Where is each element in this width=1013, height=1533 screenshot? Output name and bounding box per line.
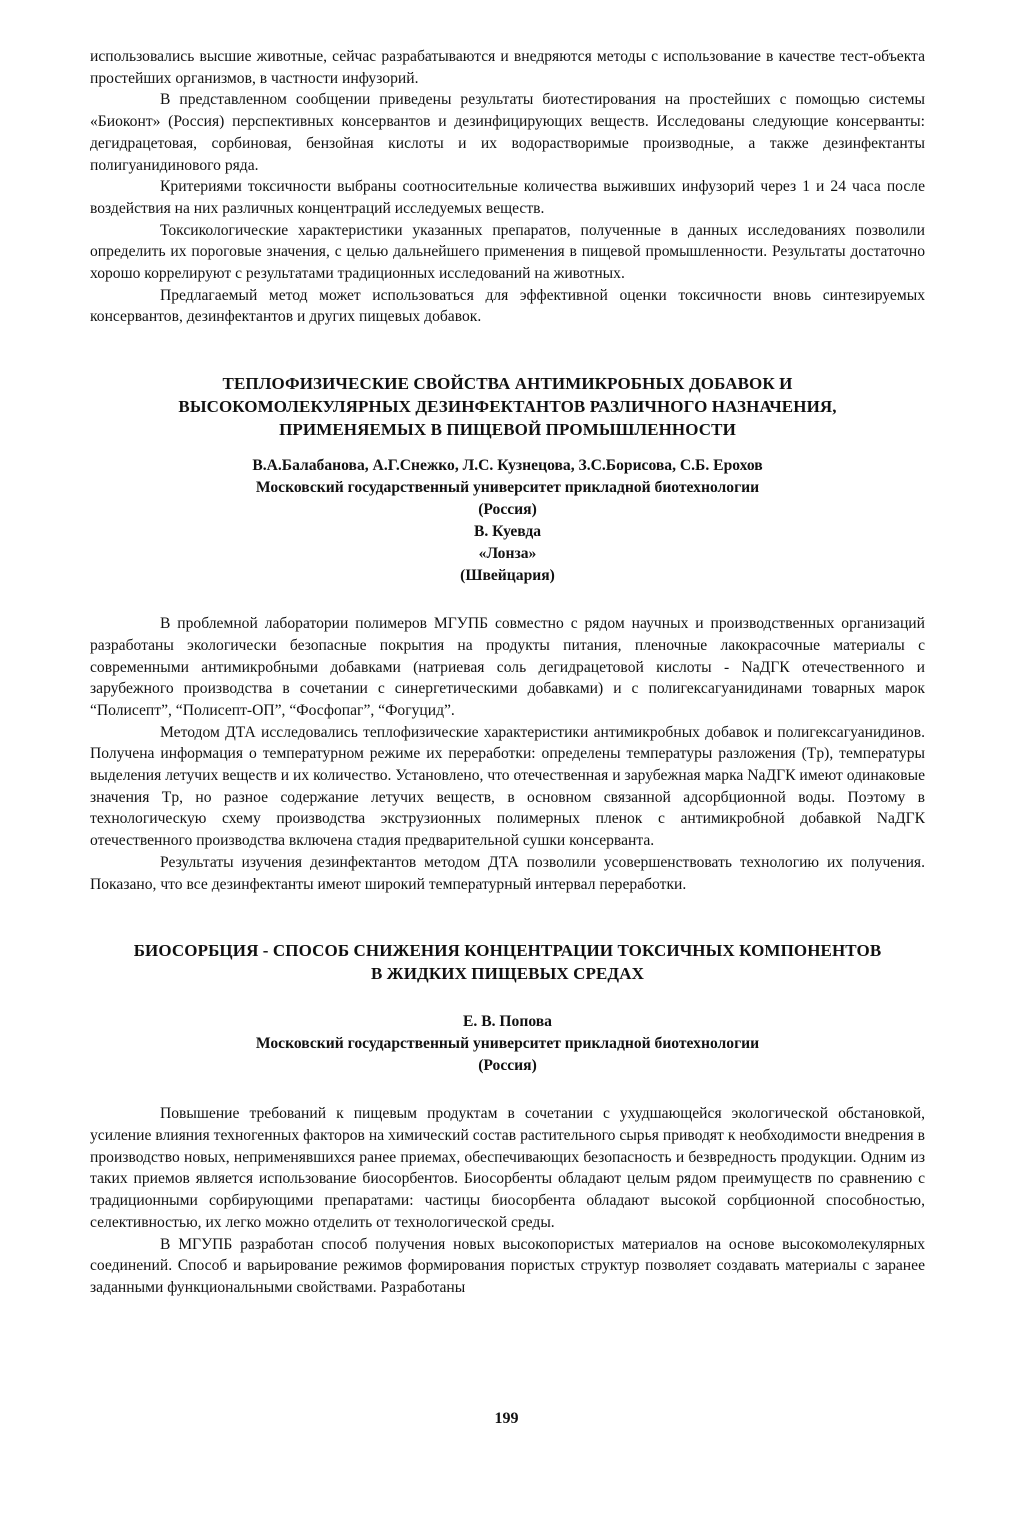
country: (Россия) — [478, 1057, 537, 1075]
authors: В.А.Балабанова, А.Г.Снежко, Л.С. Кузнецова, З.С.Борисова, С.Б. Ерохов — [252, 457, 763, 475]
paragraph: В МГУПБ разработан способ получения новых высокопористых материалов на основе высокомолекулярных соединений. Способ и варьирование режимов формирования пористых структур позволяет создавать материалы с заранее заданными функциональными свойствами. Разработаны — [90, 1235, 925, 1296]
paragraph: Токсикологические характеристики указанных препаратов, полученные в данных исследованиях позволили определить их пороговые значения, с целью дальнейшего применения в пищевой промышленности. Результаты достаточно хорошо коррелируют с результатами традиционных исследований на животных. — [90, 221, 925, 283]
article-title — [90, 372, 925, 441]
title-line: В ЖИДКИХ ПИЩЕВЫХ СРЕДАХ — [371, 964, 644, 984]
paragraph: Критериями токсичности выбраны соотносительные количества выживших инфузорий через 1 и 24 часа после воздействия на них различных концентраций исследуемых веществ. — [90, 178, 925, 217]
author-block — [90, 1011, 925, 1077]
paragraph: Предлагаемый метод может использоваться для эффективной оценки токсичности вновь синтезируемых консервантов, дезинфектантов и других пищевых добавок. — [90, 286, 925, 326]
article-biosorption — [90, 939, 925, 1298]
author-block — [90, 455, 925, 587]
paragraph: Методом ДТА исследовались теплофизические характеристики антимикробных добавок и полигексагуанидинов. Получена информация о температурном режиме их переработки: определены температуры разложения (Tр), температуры выделения летучих веществ и их количество. Установлено, что отечественная и зарубежная марка NaДГК имеют одинаковые значения Tр, но разное содержание летучих веществ, в основном связанной адсорбционной воды. Поэтому в технологическую схему производства экструзионных полимерных пленок с антимикробной добавкой NaДГК отечественного производства включена стадия предварительной сушки консерванта. — [90, 723, 925, 850]
paragraph: Повышение требований к пищевым продуктам в сочетании с ухудшающейся экологической обстановкой, усиление влияния техногенных факторов на химический состав растительного сырья приводят к необходимости внедрения в производство новых, неприменявшихся ранее приемах, обеспечивающих безопасность и безвредность продукции. Одним из таких приемов является использование биосорбентов. Биосорбенты обладают целым рядом преимуществ по сравнению с традиционными сорбирующими препаратами: частицы биосорбента обладают высокой сорбционной способностью, селективностью, их легко можно отделить от технологической среды. — [90, 1105, 925, 1231]
intro-section — [90, 46, 925, 328]
title-line: ТЕПЛОФИЗИЧЕСКИЕ СВОЙСТВА АНТИМИКРОБНЫХ ДОБАВОК И — [222, 374, 793, 394]
page-number: 199 — [494, 1410, 519, 1427]
authors: В. Куевда — [473, 523, 542, 541]
paragraph: Результаты изучения дезинфектантов методом ДТА позволили усовершенствовать технологию их получения. Показано, что все дезинфектанты имеют широкий температурный интервал переработки. — [90, 853, 925, 893]
affiliation: «Лонза» — [478, 545, 537, 563]
authors: Е. В. Попова — [463, 1013, 552, 1031]
article-thermophysical — [90, 372, 925, 895]
title-line: ВЫСОКОМОЛЕКУЛЯРНЫХ ДЕЗИНФЕКТАНТОВ РАЗЛИЧНОГО НАЗНАЧЕНИЯ, — [178, 397, 837, 417]
title-line: ПРИМЕНЯЕМЫХ В ПИЩЕВОЙ ПРОМЫШЛЕННОСТИ — [279, 420, 736, 440]
affiliation: Московский государственный университет прикладной биотехнологии — [255, 1035, 760, 1053]
paragraph: В проблемной лаборатории полимеров МГУПБ совместно с рядом научных и производственных организаций разработаны экологически безопасные покрытия на продукты питания, пленочные лакокрасочные материалы с современными антимикробными добавками (натриевая соль дегидрацетовой кислоты - NaДГК отечественного и зарубежного производства в сочетании с синергетическими добавками) и с полигексагуанидинами товарных марок “Полисепт”, “Полисепт-ОП”, “Фосфопаг”, “Фогуцид”. — [90, 615, 925, 719]
affiliation: Московский государственный университет прикладной биотехнологии — [255, 479, 760, 497]
country: (Швейцария) — [460, 567, 555, 585]
article-title — [90, 939, 925, 985]
country: (Россия) — [478, 501, 537, 519]
paragraph: В представленном сообщении приведены результаты биотестирования на простейших с помощью системы «Биоконт» (Россия) перспективных консервантов и дезинфицирующих веществ. Исследованы следующие консерванты: дегидрацетовая, сорбиновая, бензойная кислоты и их водорастворимые производные, а также дезинфектанты полигуанидинового ряда. — [90, 91, 925, 174]
title-line: БИОСОРБЦИЯ - СПОСОБ СНИЖЕНИЯ КОНЦЕНТРАЦИИ ТОКСИЧНЫХ КОМПОНЕНТОВ — [133, 941, 882, 961]
paragraph: использовались высшие животные, сейчас разрабатываются и внедряются методы с использование в качестве тест-объекта простейших организмов, в частности инфузорий. — [90, 48, 925, 87]
